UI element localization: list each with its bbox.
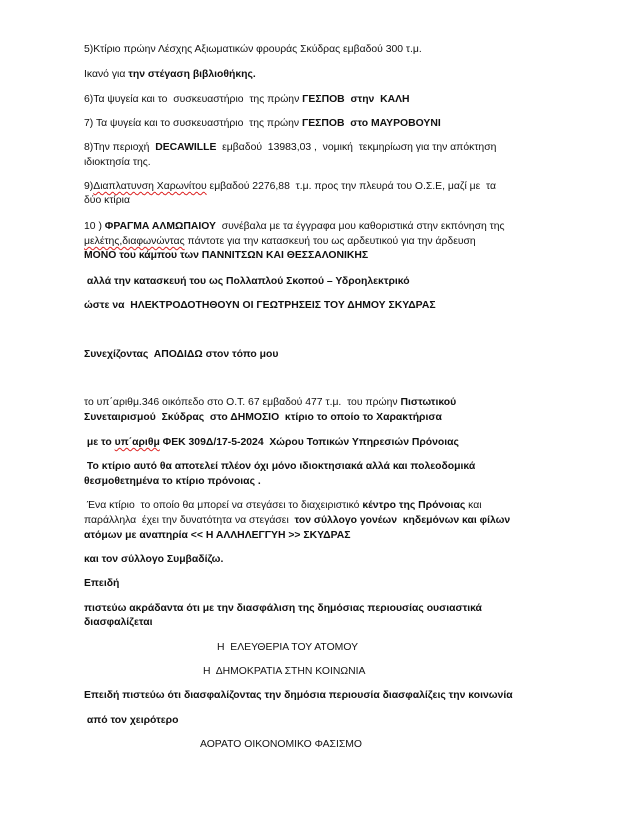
text: εμβαδού 2276,88 τ.μ. προς την πλευρά του Ο.Σ.Ε, μαζί με τα: [206, 181, 496, 192]
text-bold: τον σύλλογο γονέων κηδεμόνων και φίλων: [294, 515, 511, 526]
text-bold: ΓΕΣΠΟΒ στο ΜΑΥΡΟΒΟΥΝΙ: [301, 118, 441, 129]
text: και: [465, 500, 482, 511]
text-bold: Πιστωτικού: [400, 397, 457, 408]
text-bold: αλλά την κατασκευή του ως Πολλαπλού Σκοπού – Υδροηλεκτρικό: [84, 276, 410, 287]
item-9-line: [84, 180, 496, 193]
because-line: [84, 577, 119, 590]
text: Η ΕΛΕΥΘΕΡΙΑ ΤΟΥ ΑΤΟΜΟΥ: [217, 642, 359, 653]
text: παράλληλα έχει την δυνατότητα να στεγάσει: [84, 515, 295, 526]
item-6-line: [84, 93, 410, 106]
building-line-2: [84, 475, 261, 488]
text: 7) Τα ψυγεία και το συσκευαστήριο της πρώην: [84, 118, 302, 129]
text-bold: ΦΕΚ 309Δ/17-5-2024 Χώρου Τοπικών Υπηρεσιών Πρόνοιας: [159, 437, 459, 448]
text-bold: ΜΟΝΟ του κάμπου των ΠΑΝΝΙΤΣΩΝ ΚΑΙ ΘΕΣΣΑΛΟΝΙΚΗΣ: [84, 250, 369, 261]
symvadizo-line: [84, 553, 223, 566]
text-underlined: υπ΄αριθμ: [114, 437, 160, 448]
item-10-line-2: [84, 235, 476, 248]
building-line: [84, 460, 475, 473]
plot-line-2: [84, 411, 442, 424]
worst-line: [84, 714, 178, 727]
text-bold: Το κτίριο αυτό θα αποτελεί πλέον όχι μόνο ιδιοκτησιακά αλλά και πολεοδομικά: [84, 461, 476, 472]
center-line-2: [84, 514, 510, 527]
center-line: [84, 499, 482, 512]
text-underlined: Διαπλατυνση Χαρωνίτου: [93, 181, 207, 192]
text-bold: θεσμοθετημένα το κτίριο πρόνοιας .: [84, 476, 261, 487]
text-bold: την στέγαση βιβλιοθήκης.: [128, 69, 256, 80]
text-bold: διασφαλίζεται: [84, 617, 153, 628]
center-line-3: [84, 529, 350, 542]
text-bold: ώστε να ΗΛΕΚΤΡΟΔΟΤΗΘΟΥΝ ΟΙ ΓΕΩΤΡΗΣΕΙΣ ΤΟΥ ΔΗΜΟΥ ΣΚΥΔΡΑΣ: [84, 300, 436, 311]
text: Η ΔΗΜΟΚΡΑΤΙΑ ΣΤΗΝ ΚΟΙΝΩΝΙΑ: [203, 666, 366, 677]
text-bold: πιστεύω ακράδαντα ότι με την διασφάλιση της δημόσιας περιουσίας ουσιαστικά: [84, 603, 482, 614]
electrify-line: [84, 299, 436, 312]
item-8-line-2: [84, 156, 151, 169]
text: ιδιοκτησία της.: [84, 157, 151, 168]
text-underlined: μελέτης,διαφωνώντας: [84, 236, 185, 247]
text-bold: Επειδή: [84, 578, 120, 589]
hydro-line: [84, 275, 410, 288]
item-8-line: [84, 141, 496, 154]
text: 6)Τα ψυγεία και το συσκευαστήριο της πρώην: [84, 94, 303, 105]
text-bold: και τον σύλλογο Συμβαδίζω.: [84, 554, 224, 565]
text: το υπ΄αριθμ.346 οικόπεδο στο Ο.Τ. 67 εμβαδού 477 τ.μ. του πρώην: [84, 397, 401, 408]
text-bold: Συνεχίζοντας ΑΠΟΔΙΔΩ στον τόπο μου: [84, 349, 279, 360]
belief-line-2: [84, 616, 153, 629]
freedom-line: [217, 641, 358, 654]
text: Ένα κτίριο το οποίο θα μπορεί να στεγάσει το διαχειριστικό: [84, 500, 363, 511]
democracy-line: [203, 665, 365, 678]
belief-line: [84, 602, 482, 615]
item-7-line: [84, 117, 441, 130]
continuing-line: [84, 348, 278, 361]
fascism-line: [200, 738, 362, 751]
plot-line: [84, 396, 456, 409]
text: 8)Την περιοχή: [84, 142, 156, 153]
text: 5)Κτίριο πρώην Λέσχης Αξιωματικών φρουράς Σκύδρας εμβαδού 300 τ.μ.: [84, 44, 422, 55]
fek-line: [84, 436, 459, 449]
text: συνέβαλα με τα έγγραφα μου καθοριστικά στην εκπόνηση της: [215, 221, 505, 232]
text: Ικανό για: [84, 69, 129, 80]
text: εμβαδού 13983,03 , νομική τεκμηρίωση για την απόκτηση: [216, 142, 497, 153]
text: 10 ): [84, 221, 105, 232]
text-bold: DECAWILLE: [155, 142, 217, 153]
item-10-line-3: [84, 249, 368, 262]
text-bold: από τον χειρότερο: [84, 715, 179, 726]
item-9-line-2: [84, 194, 130, 207]
text-bold: ατόμων με αναπηρία << Η ΑΛΛΗΛΕΓΓΥΗ >> ΣΚΥΔΡΑΣ: [84, 530, 351, 541]
library-line: [84, 68, 256, 81]
text-bold: Επειδή πιστεύω ότι διασφαλίζοντας την δημόσια περιουσία διασφαλίζεις την κοινωνία: [84, 690, 513, 701]
text-bold: με το: [84, 437, 115, 448]
society-line: [84, 689, 513, 702]
item-5-line: [84, 43, 422, 56]
text: δύο κτίρια: [84, 195, 130, 206]
text-bold: κέντρο της Πρόνοιας: [362, 500, 466, 511]
text-bold: ΓΕΣΠΟΒ στην ΚΑΛΗ: [302, 94, 410, 105]
text: 9): [84, 181, 94, 192]
text-bold: ΦΡΑΓΜΑ ΑΛΜΩΠΑΙΟΥ: [104, 221, 216, 232]
text: πάντοτε για την κατασκευή του ως αρδευτικού για την άρδευση: [184, 236, 476, 247]
text-bold: Συνεταιρισμού Σκύδρας στο ΔΗΜΟΣΙΟ κτίριο το οποίο το Χαρακτήρισα: [84, 412, 442, 423]
text: ΑΟΡΑΤΟ ΟΙΚΟΝΟΜΙΚΟ ΦΑΣΙΣΜΟ: [200, 739, 363, 750]
item-10-line: [84, 220, 505, 233]
